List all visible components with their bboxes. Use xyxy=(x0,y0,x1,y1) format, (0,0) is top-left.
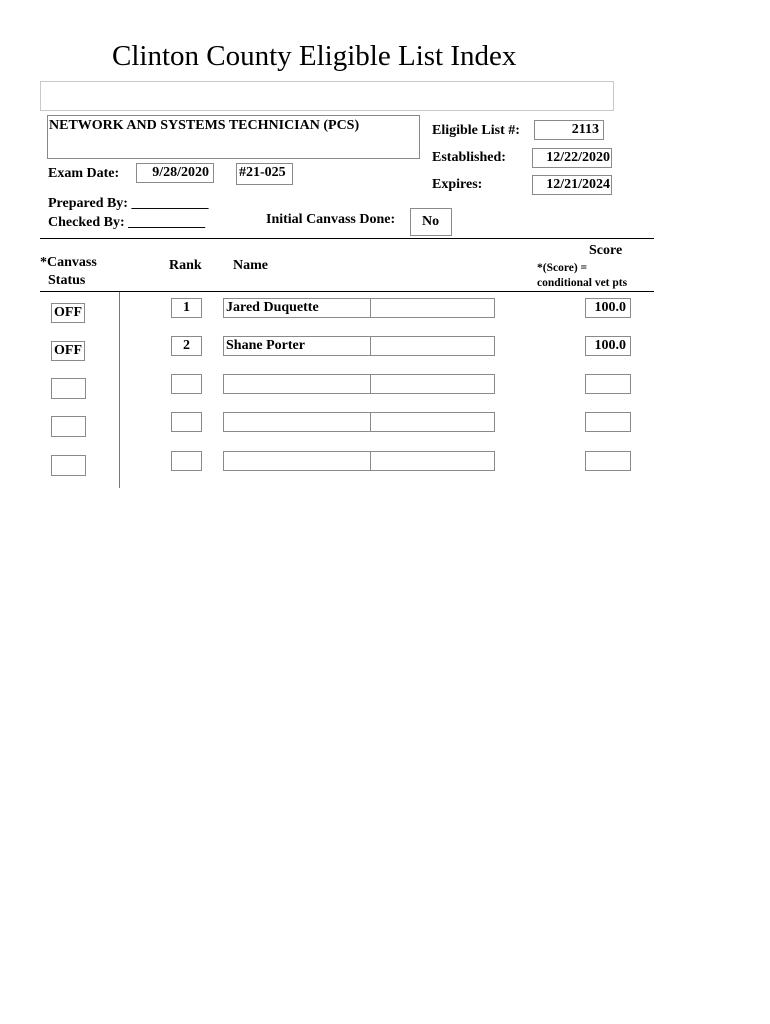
rank-cell xyxy=(171,412,202,432)
extra-name-cell xyxy=(370,412,495,432)
name-column-header: Name xyxy=(233,258,268,273)
page-title: Clinton County Eligible List Index xyxy=(112,40,517,72)
extra-name-cell xyxy=(370,374,495,394)
established-date: 12/22/2020 xyxy=(532,148,612,168)
score-cell: 100.0 xyxy=(585,336,631,356)
rank-cell xyxy=(171,374,202,394)
canvass-status: OFF xyxy=(51,303,85,323)
score-cell xyxy=(585,451,631,471)
header-bottom-rule xyxy=(40,291,654,292)
expires-label: Expires: xyxy=(432,177,483,192)
established-label: Established: xyxy=(432,150,506,165)
canvass-status: OFF xyxy=(51,341,85,361)
name-cell xyxy=(223,412,371,432)
name-cell xyxy=(223,451,371,471)
extra-name-cell xyxy=(370,451,495,471)
name-cell: Shane Porter xyxy=(223,336,371,356)
rank-cell: 1 xyxy=(171,298,202,318)
score-cell xyxy=(585,412,631,432)
score-cell: 100.0 xyxy=(585,298,631,318)
exam-date-label: Exam Date: xyxy=(48,166,120,181)
canvass-status xyxy=(51,378,86,399)
header-banner-box xyxy=(40,81,614,111)
rank-column-header: Rank xyxy=(169,258,202,273)
score-cell xyxy=(585,374,631,394)
eligible-list-number: 2113 xyxy=(534,120,604,140)
name-cell: Jared Duquette xyxy=(223,298,371,318)
column-divider xyxy=(119,292,120,488)
initial-canvass-value: No xyxy=(410,208,452,236)
extra-name-cell xyxy=(370,298,495,318)
rank-cell: 2 xyxy=(171,336,202,356)
canvass-status xyxy=(51,416,86,437)
eligible-list-label: Eligible List #: xyxy=(432,123,520,138)
canvass-column-header: *Canvass xyxy=(40,255,97,270)
position-title: NETWORK AND SYSTEMS TECHNICIAN (PCS) xyxy=(49,118,360,133)
exam-date: 9/28/2020 xyxy=(136,163,214,183)
canvass-status xyxy=(51,455,86,476)
checked-by-label: Checked By: ___________ xyxy=(48,215,206,230)
name-cell xyxy=(223,374,371,394)
score-note: *(Score) = xyxy=(537,262,588,274)
exam-number: #21-025 xyxy=(236,163,293,185)
prepared-by-label: Prepared By: ___________ xyxy=(48,196,209,211)
extra-name-cell xyxy=(370,336,495,356)
expires-date: 12/21/2024 xyxy=(532,175,612,195)
canvass-column-header-line2: Status xyxy=(48,273,86,288)
header-top-rule xyxy=(40,238,654,239)
rank-cell xyxy=(171,451,202,471)
score-note-line2: conditional vet pts xyxy=(537,277,628,289)
initial-canvass-label: Initial Canvass Done: xyxy=(266,212,396,227)
score-column-header: Score xyxy=(589,243,623,258)
